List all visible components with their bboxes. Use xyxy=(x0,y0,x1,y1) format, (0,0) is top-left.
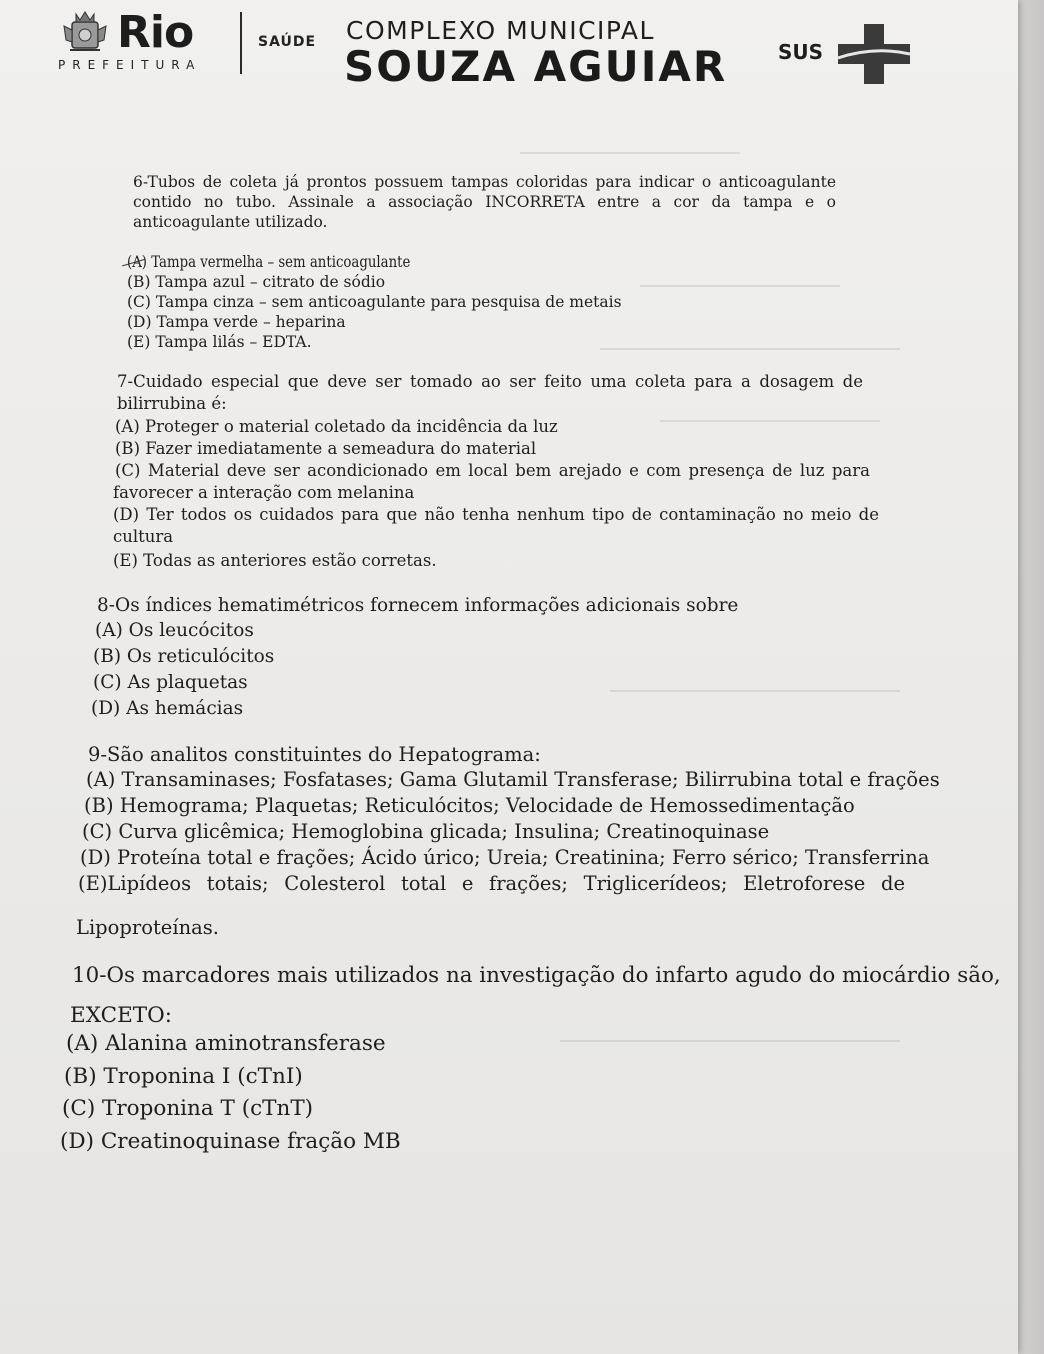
question-8-stem: 8-Os índices hematimétricos fornecem informações adicionais sobre xyxy=(97,595,739,616)
question-9-option-e: (E)Lipídeos totais; Colesterol total e frações; Triglicerídeos; Eletroforese de xyxy=(78,872,905,895)
question-8-option-d: (D) As hemácias xyxy=(91,698,244,719)
question-7-option-c: (C) Material deve ser acondicionado em local bem arejado e com presença de luz para xyxy=(115,461,870,480)
question-7-stem-line: bilirrubina é: xyxy=(117,394,227,413)
question-7-stem-line: 7-Cuidado especial que deve ser tomado ao ser feito uma coleta para a dosagem de xyxy=(117,372,863,391)
question-9-option-e-continuation: Lipoproteínas. xyxy=(76,916,219,939)
question-6-option-d: (D) Tampa verde – heparina xyxy=(127,313,346,331)
question-9-stem: 9-São analitos constituintes do Hepatograma: xyxy=(88,743,541,766)
question-9-option-c: (C) Curva glicêmica; Hemoglobina glicada; Insulina; Creatinoquinase xyxy=(82,820,770,843)
question-10-stem-line: 10-Os marcadores mais utilizados na investigação do infarto agudo do miocárdio são, xyxy=(72,963,1001,988)
question-9-option-b: (B) Hemograma; Plaquetas; Reticulócitos; Velocidade de Hemossedimentação xyxy=(84,794,855,817)
question-7-option-e: (E) Todas as anteriores estão corretas. xyxy=(113,551,437,570)
question-10-option-c: (C) Troponina T (cTnT) xyxy=(62,1096,314,1121)
question-8-option-c: (C) As plaquetas xyxy=(93,672,248,693)
question-6-stem-line: 6-Tubos de coleta já prontos possuem tampas coloridas para indicar o anticoagulante xyxy=(133,173,836,191)
question-8-option-a: (A) Os leucócitos xyxy=(95,620,254,641)
complexo-title: COMPLEXO MUNICIPAL xyxy=(346,16,655,45)
saude-label: SAÚDE xyxy=(258,34,317,50)
question-7-option-a: (A) Proteger o material coletado da incidência da luz xyxy=(115,417,558,436)
question-6-stem-line: contido no tubo. Assinale a associação INCORRETA entre a cor da tampa e o xyxy=(133,193,836,211)
prefeitura-label: PREFEITURA xyxy=(58,58,202,72)
question-7-option-d-continuation: cultura xyxy=(113,527,174,546)
question-10-option-d: (D) Creatinoquinase fração MB xyxy=(60,1129,401,1154)
question-10-option-a: (A) Alanina aminotransferase xyxy=(66,1031,386,1056)
question-10-stem-line: EXCETO: xyxy=(70,1003,172,1028)
question-8-option-b: (B) Os reticulócitos xyxy=(93,646,275,667)
hospital-title: SOUZA AGUIAR xyxy=(344,42,728,91)
question-6-stem-line: anticoagulante utilizado. xyxy=(133,213,328,231)
sus-label: SUS xyxy=(778,40,824,64)
question-7-option-c-continuation: favorecer a interação com melanina xyxy=(113,483,415,502)
question-9-option-d: (D) Proteína total e frações; Ácido úrico; Ureia; Creatinina; Ferro sérico; Transferrina xyxy=(80,846,930,869)
question-10-option-b: (B) Troponina I (cTnI) xyxy=(64,1064,303,1089)
question-9-option-a: (A) Transaminases; Fosfatases; Gama Glutamil Transferase; Bilirrubina total e frações xyxy=(86,768,940,791)
question-6-option-e: (E) Tampa lilás – EDTA. xyxy=(127,333,312,351)
question-6-option-c: (C) Tampa cinza – sem anticoagulante para pesquisa de metais xyxy=(127,293,622,311)
question-7-option-b: (B) Fazer imediatamente a semeadura do material xyxy=(115,439,537,458)
rio-wordmark: Rio xyxy=(117,7,194,58)
question-6-option-a: (A) Tampa vermelha – sem anticoagulante xyxy=(127,253,1000,271)
question-6-option-b: (B) Tampa azul – citrato de sódio xyxy=(127,273,386,291)
question-7-option-d: (D) Ter todos os cuidados para que não tenha nenhum tipo de contaminação no meio de xyxy=(113,505,879,524)
